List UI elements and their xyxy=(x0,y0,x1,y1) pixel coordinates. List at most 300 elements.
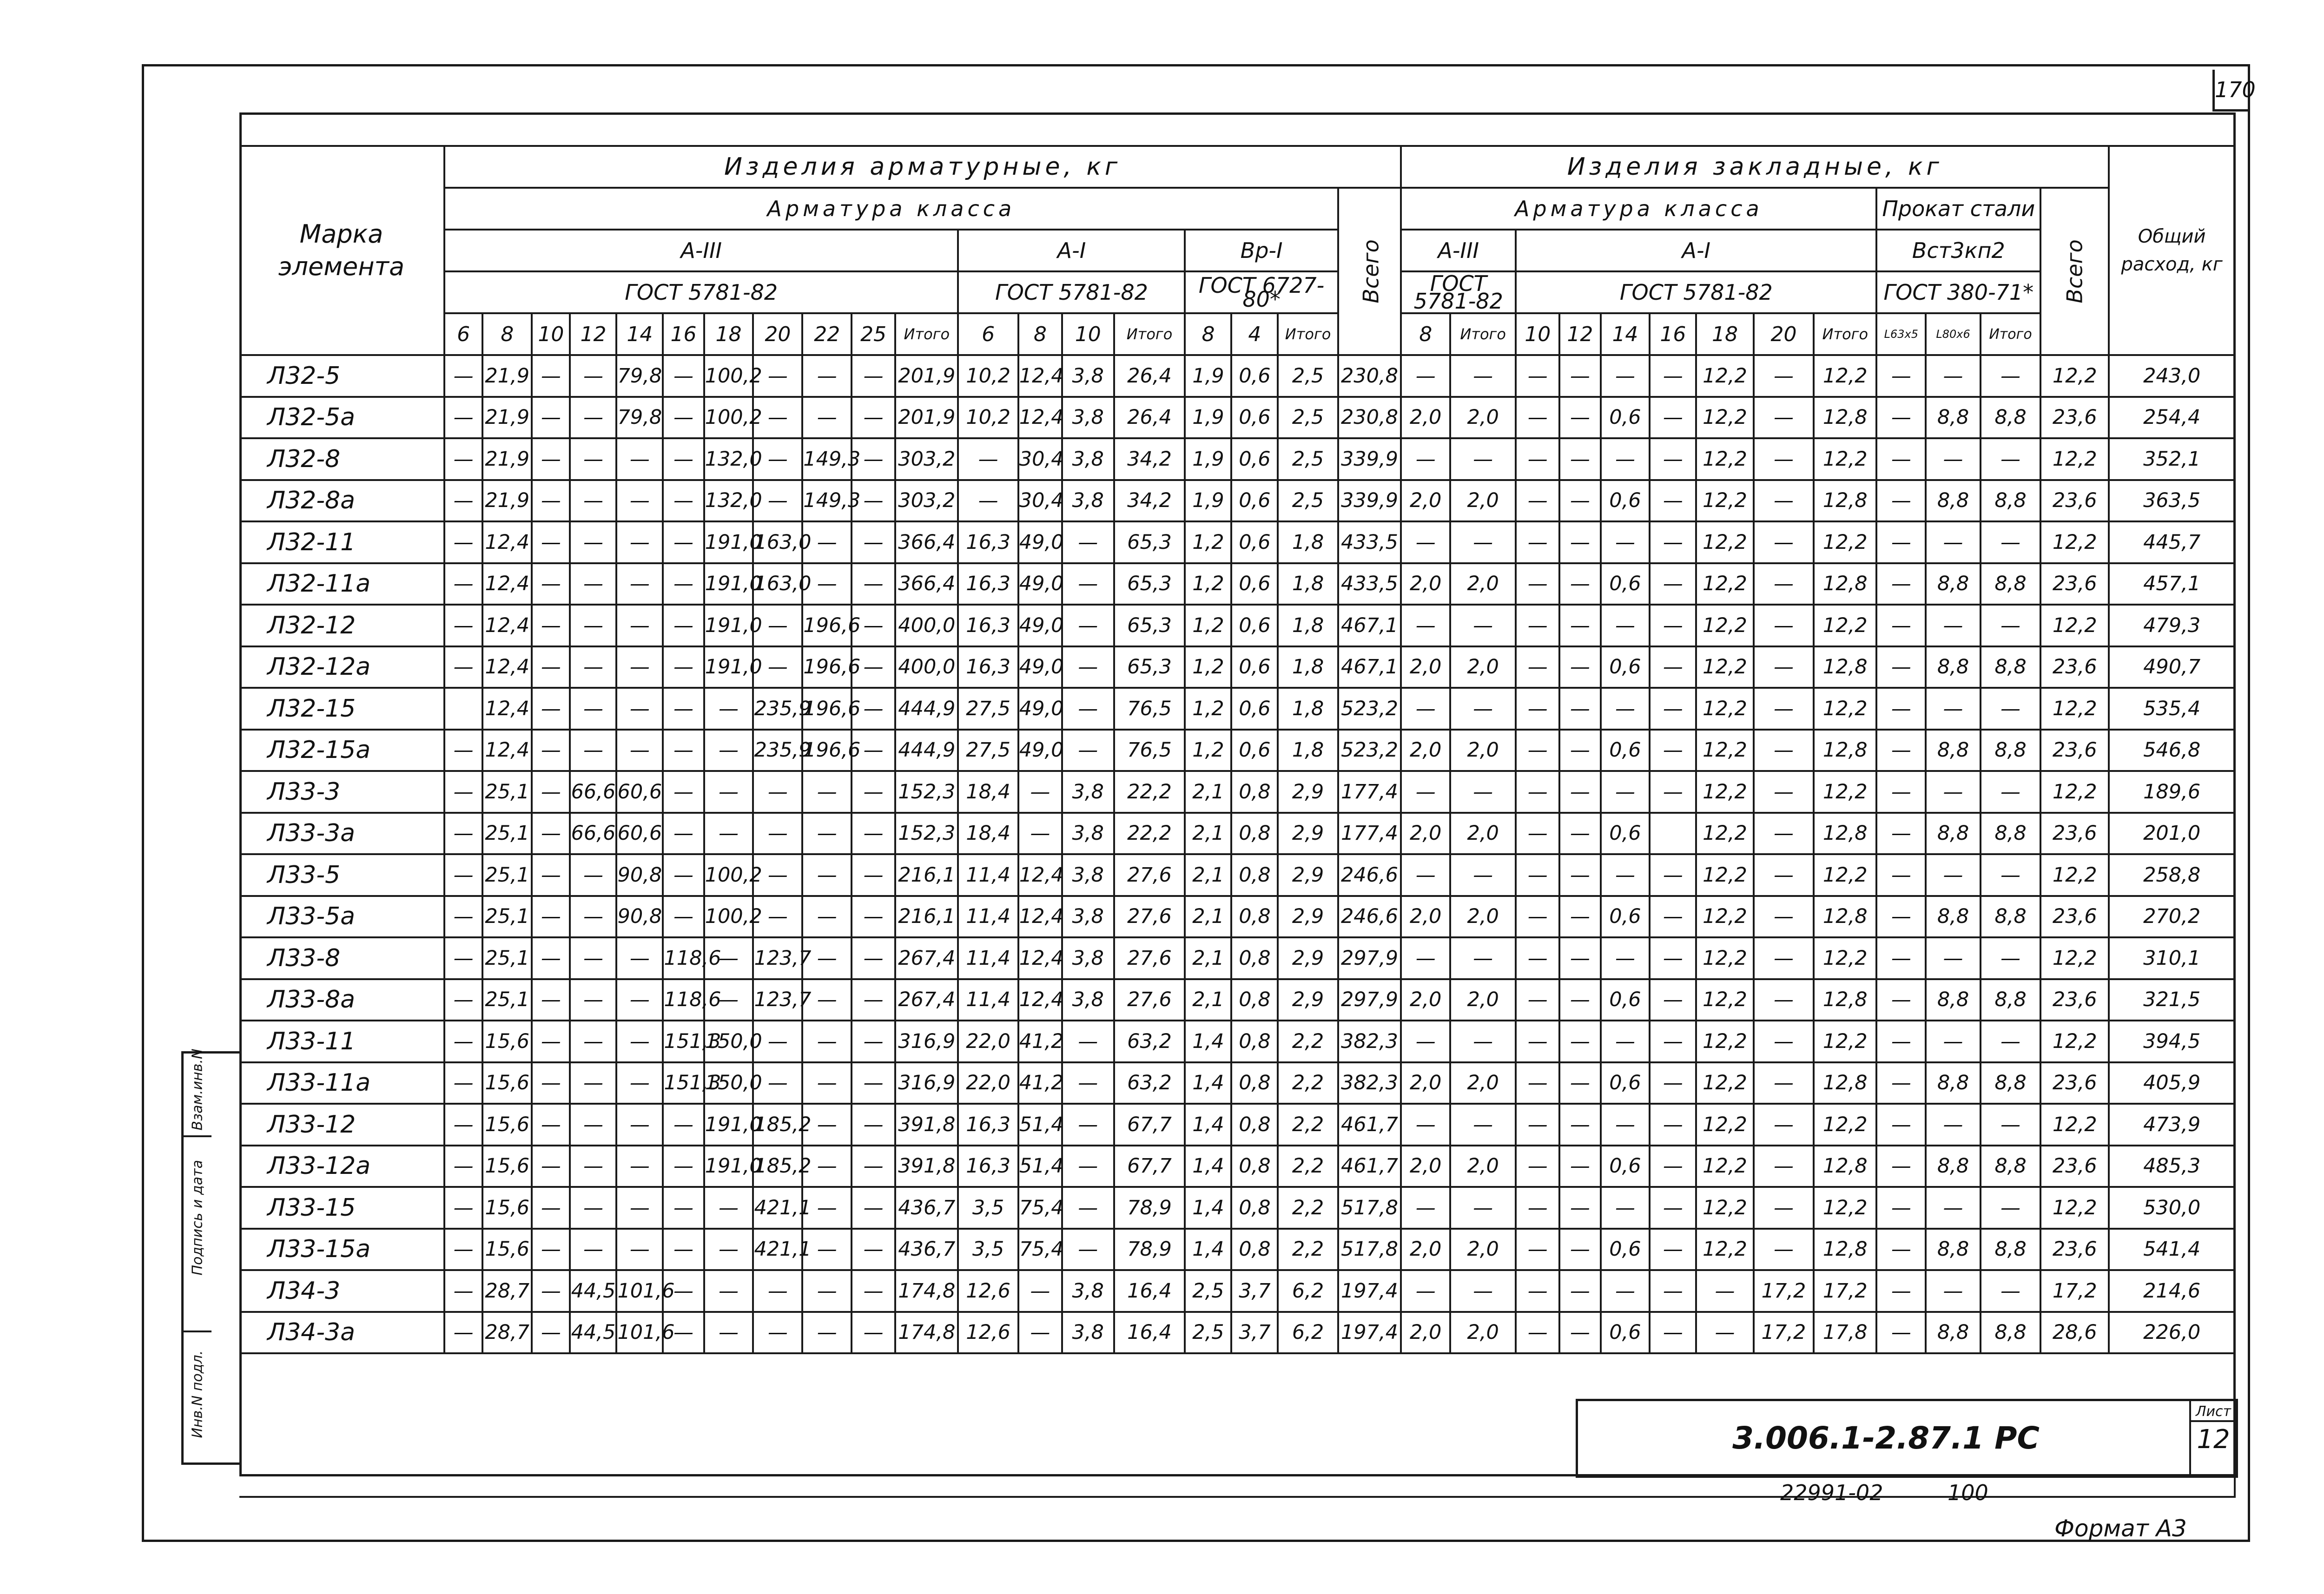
table-cell: 11,4 xyxy=(958,854,1018,896)
table-cell: — xyxy=(704,1187,753,1229)
table-cell: 21,9 xyxy=(482,397,532,439)
table-cell: — xyxy=(1754,355,1814,397)
table-cell: — xyxy=(1516,1270,1559,1312)
table-cell: 23,6 xyxy=(2040,730,2109,771)
table-cell: — xyxy=(570,854,616,896)
table-cell: 1,8 xyxy=(1278,521,1338,563)
table-cell: 67,7 xyxy=(1114,1146,1185,1187)
table-cell: 8,8 xyxy=(1981,896,2040,938)
table-cell: 12,2 xyxy=(2040,771,2109,813)
table-cell: 12,2 xyxy=(1696,1146,1753,1187)
table-cell: 2,1 xyxy=(1185,813,1231,855)
table-cell: 23,6 xyxy=(2040,646,2109,688)
table-cell: 0,6 xyxy=(1231,355,1278,397)
table-cell: — xyxy=(1981,355,2040,397)
table-cell: 1,8 xyxy=(1278,688,1338,730)
table-cell: — xyxy=(1559,1021,1600,1062)
table-cell: 230,8 xyxy=(1338,397,1401,439)
table-cell: — xyxy=(852,397,895,439)
table-cell: — xyxy=(802,397,852,439)
element-mark: Л33-11 xyxy=(239,1021,444,1062)
table-cell: 0,6 xyxy=(1601,397,1650,439)
table-cell: — xyxy=(704,1229,753,1271)
table-cell: — xyxy=(852,854,895,896)
table-cell: 421,1 xyxy=(753,1229,802,1271)
table-cell: — xyxy=(616,1021,663,1062)
table-cell: 2,0 xyxy=(1401,813,1450,855)
table-cell: 8,8 xyxy=(1981,979,2040,1021)
table-cell: 394,5 xyxy=(2109,1021,2235,1062)
table-cell: 2,0 xyxy=(1450,813,1516,855)
table-cell: — xyxy=(663,688,704,730)
table-cell: 297,9 xyxy=(1338,979,1401,1021)
table-cell: — xyxy=(663,563,704,605)
table-cell: 12,2 xyxy=(1814,438,1876,480)
table-cell: — xyxy=(532,605,570,646)
table-cell: — xyxy=(444,771,482,813)
table-cell: 0,6 xyxy=(1231,605,1278,646)
table-cell: — xyxy=(1876,1270,1926,1312)
table-cell: — xyxy=(532,688,570,730)
table-cell: — xyxy=(1926,438,1981,480)
table-cell: 12,4 xyxy=(482,688,532,730)
table-cell: 3,8 xyxy=(1062,480,1114,522)
table-cell: 12,8 xyxy=(1814,563,1876,605)
table-cell: 0,8 xyxy=(1231,771,1278,813)
table-cell: 12,4 xyxy=(482,563,532,605)
table-cell: 12,2 xyxy=(1696,605,1753,646)
table-cell: — xyxy=(1450,1104,1516,1146)
table-cell: 2,1 xyxy=(1185,896,1231,938)
table-cell: — xyxy=(532,521,570,563)
table-cell: 201,9 xyxy=(895,397,958,439)
inventory-suffix: 100 xyxy=(1948,1480,1988,1505)
table-cell: 391,8 xyxy=(895,1146,958,1187)
table-cell: 118,6 xyxy=(663,979,704,1021)
table-cell: 12,2 xyxy=(2040,605,2109,646)
table-cell: — xyxy=(1401,355,1450,397)
table-cell: — xyxy=(663,1270,704,1312)
table-cell: — xyxy=(663,1187,704,1229)
table-cell: 75,4 xyxy=(1018,1229,1062,1271)
consumption-table xyxy=(239,145,2236,1498)
table-cell: 235,9 xyxy=(753,730,802,771)
table-cell: 3,8 xyxy=(1062,813,1114,855)
table-cell: — xyxy=(1559,813,1600,855)
table-cell: 76,5 xyxy=(1114,688,1185,730)
table-cell: 177,4 xyxy=(1338,813,1401,855)
table-cell: — xyxy=(532,1270,570,1312)
table-cell: — xyxy=(852,771,895,813)
total-armature-header: Всего xyxy=(1338,188,1401,355)
table-cell: — xyxy=(753,397,802,439)
table-cell: — xyxy=(663,1146,704,1187)
table-cell: — xyxy=(570,1104,616,1146)
table-cell: 2,0 xyxy=(1401,1062,1450,1104)
table-cell: — xyxy=(570,438,616,480)
table-cell: — xyxy=(1754,646,1814,688)
table-cell: 421,1 xyxy=(753,1187,802,1229)
embedded-class-header: Арматура класса xyxy=(1401,188,1876,230)
col-header: 10 xyxy=(532,313,570,355)
element-mark: Л32-15а xyxy=(239,730,444,771)
table-cell: — xyxy=(532,771,570,813)
table-cell: 49,0 xyxy=(1018,563,1062,605)
table-cell: — xyxy=(802,1270,852,1312)
table-cell: 12,2 xyxy=(2040,355,2109,397)
table-row xyxy=(239,1187,2235,1229)
element-mark: Л33-3а xyxy=(239,813,444,855)
table-cell: — xyxy=(1401,1270,1450,1312)
table-cell: — xyxy=(1559,979,1600,1021)
table-cell: 2,0 xyxy=(1401,730,1450,771)
table-cell: 216,1 xyxy=(895,854,958,896)
table-row xyxy=(239,605,2235,646)
table-cell: — xyxy=(704,979,753,1021)
table-cell: — xyxy=(753,1270,802,1312)
table-cell: 8,8 xyxy=(1981,563,2040,605)
table-cell: — xyxy=(663,730,704,771)
table-cell: — xyxy=(1450,1270,1516,1312)
table-cell: — xyxy=(663,1229,704,1271)
table-cell: 12,4 xyxy=(482,521,532,563)
table-cell: 16,3 xyxy=(958,521,1018,563)
table-cell: 67,7 xyxy=(1114,1104,1185,1146)
element-mark: Л34-3 xyxy=(239,1270,444,1312)
table-cell: 12,2 xyxy=(1696,1187,1753,1229)
class-a3-header: А-III xyxy=(444,230,958,271)
table-cell: 0,6 xyxy=(1231,730,1278,771)
table-cell: — xyxy=(1516,1062,1559,1104)
table-cell: 12,2 xyxy=(1696,646,1753,688)
table-cell: — xyxy=(1062,1229,1114,1271)
table-cell: — xyxy=(616,563,663,605)
table-cell: — xyxy=(1650,521,1696,563)
table-cell: 6,2 xyxy=(1278,1312,1338,1354)
table-cell: 2,0 xyxy=(1401,1229,1450,1271)
table-cell: 11,4 xyxy=(958,937,1018,979)
emb-class-a1-header: А-I xyxy=(1516,230,1876,271)
table-cell: — xyxy=(1516,1229,1559,1271)
table-cell: — xyxy=(1062,1146,1114,1187)
table-cell: 0,6 xyxy=(1601,1062,1650,1104)
table-cell: 0,8 xyxy=(1231,1187,1278,1229)
table-cell: 1,2 xyxy=(1185,605,1231,646)
col-header: 14 xyxy=(1601,313,1650,355)
table-cell: 3,7 xyxy=(1231,1270,1278,1312)
table-cell: — xyxy=(1450,1187,1516,1229)
table-cell: — xyxy=(704,937,753,979)
table-cell: — xyxy=(1650,730,1696,771)
table-cell: 12,2 xyxy=(2040,521,2109,563)
table-cell: — xyxy=(1601,521,1650,563)
table-cell: 0,6 xyxy=(1601,563,1650,605)
table-cell: — xyxy=(570,355,616,397)
table-cell: — xyxy=(1926,771,1981,813)
table-cell: 191,0 xyxy=(704,1104,753,1146)
table-cell: — xyxy=(802,937,852,979)
element-mark: Л32-12 xyxy=(239,605,444,646)
table-cell: 197,4 xyxy=(1338,1270,1401,1312)
table-cell: — xyxy=(1650,771,1696,813)
table-cell: — xyxy=(704,1312,753,1354)
table-cell: 2,5 xyxy=(1278,355,1338,397)
table-cell: — xyxy=(1516,1187,1559,1229)
col-header: Итого xyxy=(1814,313,1876,355)
table-row xyxy=(239,1062,2235,1104)
table-cell: 27,6 xyxy=(1114,979,1185,1021)
col-header: Итого xyxy=(1450,313,1516,355)
table-cell: — xyxy=(753,438,802,480)
table-cell: 2,0 xyxy=(1450,563,1516,605)
table-cell: 25,1 xyxy=(482,896,532,938)
table-cell: 15,6 xyxy=(482,1062,532,1104)
table-cell: 26,4 xyxy=(1114,355,1185,397)
table-cell: 25,1 xyxy=(482,771,532,813)
table-cell: — xyxy=(1062,730,1114,771)
table-cell: — xyxy=(1516,605,1559,646)
table-cell: 457,1 xyxy=(2109,563,2235,605)
table-cell: 12,2 xyxy=(1814,688,1876,730)
element-mark: Л32-12а xyxy=(239,646,444,688)
table-row xyxy=(239,1104,2235,1146)
table-cell: — xyxy=(1650,979,1696,1021)
table-cell: — xyxy=(704,813,753,855)
table-cell: 27,6 xyxy=(1114,896,1185,938)
table-row xyxy=(239,854,2235,896)
table-cell: — xyxy=(704,771,753,813)
table-cell: 12,2 xyxy=(2040,937,2109,979)
table-cell: — xyxy=(1601,1104,1650,1146)
table-cell: — xyxy=(1754,813,1814,855)
table-cell: — xyxy=(663,438,704,480)
table-cell: — xyxy=(532,1229,570,1271)
table-cell: 473,9 xyxy=(2109,1104,2235,1146)
table-cell: 12,6 xyxy=(958,1270,1018,1312)
table-cell: — xyxy=(1559,563,1600,605)
table-cell: 30,4 xyxy=(1018,480,1062,522)
table-cell: 2,5 xyxy=(1278,397,1338,439)
table-cell: — xyxy=(1401,438,1450,480)
table-cell xyxy=(444,688,482,730)
table-cell: — xyxy=(1559,605,1600,646)
table-cell: 2,5 xyxy=(1185,1312,1231,1354)
table-cell: — xyxy=(1876,1104,1926,1146)
table-cell: 8,8 xyxy=(1926,1062,1981,1104)
table-cell: — xyxy=(753,1021,802,1062)
table-cell: 546,8 xyxy=(2109,730,2235,771)
table-cell: — xyxy=(616,438,663,480)
table-cell: 150,0 xyxy=(704,1062,753,1104)
table-cell: — xyxy=(1876,563,1926,605)
table-cell: — xyxy=(1754,397,1814,439)
table-cell: — xyxy=(1754,1062,1814,1104)
table-cell: 22,0 xyxy=(958,1021,1018,1062)
table-row xyxy=(239,355,2235,397)
col-header: 16 xyxy=(1650,313,1696,355)
table-cell: — xyxy=(1696,1312,1753,1354)
table-cell: 339,9 xyxy=(1338,438,1401,480)
table-cell: — xyxy=(532,730,570,771)
table-cell: — xyxy=(1650,646,1696,688)
table-cell: 0,8 xyxy=(1231,1021,1278,1062)
table-cell: 150,0 xyxy=(704,1021,753,1062)
table-cell: 12,2 xyxy=(1696,1062,1753,1104)
table-cell: — xyxy=(802,1062,852,1104)
table-row xyxy=(239,1312,2235,1354)
armature-class-header: Арматура класса xyxy=(444,188,1338,230)
table-cell: 90,8 xyxy=(616,896,663,938)
group-armature-header: Изделия арматурные, кг xyxy=(444,146,1401,188)
table-cell: — xyxy=(570,605,616,646)
table-cell: — xyxy=(1650,1270,1696,1312)
col-header: 6 xyxy=(958,313,1018,355)
table-cell: 382,3 xyxy=(1338,1021,1401,1062)
table-cell: — xyxy=(1450,355,1516,397)
table-cell: — xyxy=(1926,1187,1981,1229)
table-cell: 100,2 xyxy=(704,397,753,439)
table-cell: 152,3 xyxy=(895,813,958,855)
table-cell: 18,4 xyxy=(958,813,1018,855)
table-cell: 28,7 xyxy=(482,1312,532,1354)
table-cell: — xyxy=(958,480,1018,522)
table-cell: 391,8 xyxy=(895,1104,958,1146)
table-cell: — xyxy=(753,813,802,855)
table-cell: 12,2 xyxy=(1696,480,1753,522)
table-cell: 10,2 xyxy=(958,397,1018,439)
col-header: 10 xyxy=(1062,313,1114,355)
table-cell: — xyxy=(1876,605,1926,646)
table-cell: 1,2 xyxy=(1185,521,1231,563)
table-cell: — xyxy=(532,646,570,688)
table-cell: — xyxy=(616,1146,663,1187)
col-header: 20 xyxy=(753,313,802,355)
table-cell: 8,8 xyxy=(1926,1312,1981,1354)
table-cell: — xyxy=(1559,854,1600,896)
table-cell: 1,2 xyxy=(1185,563,1231,605)
table-cell: 3,5 xyxy=(958,1187,1018,1229)
table-cell: 49,0 xyxy=(1018,605,1062,646)
table-cell: — xyxy=(1559,397,1600,439)
table-cell: — xyxy=(852,1270,895,1312)
table-cell: 90,8 xyxy=(616,854,663,896)
table-cell: 12,2 xyxy=(1696,854,1753,896)
table-cell: — xyxy=(1754,480,1814,522)
table-cell: — xyxy=(616,605,663,646)
table-cell: — xyxy=(1754,438,1814,480)
table-cell: 2,0 xyxy=(1401,397,1450,439)
table-cell: — xyxy=(1876,730,1926,771)
table-cell: — xyxy=(1450,521,1516,563)
podpis-label: Подпись и дата xyxy=(189,1160,206,1276)
element-mark: Л33-12 xyxy=(239,1104,444,1146)
table-cell: — xyxy=(1516,646,1559,688)
col-header: 12 xyxy=(570,313,616,355)
table-cell: 8,8 xyxy=(1981,730,2040,771)
table-cell: 1,4 xyxy=(1185,1021,1231,1062)
table-cell: — xyxy=(1018,1312,1062,1354)
table-cell: 196,6 xyxy=(802,605,852,646)
table-cell: 51,4 xyxy=(1018,1146,1062,1187)
element-mark: Л33-5 xyxy=(239,854,444,896)
table-cell: — xyxy=(1450,688,1516,730)
table-cell: — xyxy=(444,1021,482,1062)
table-cell: 151,3 xyxy=(663,1062,704,1104)
table-cell: — xyxy=(444,1187,482,1229)
table-cell: 2,5 xyxy=(1278,438,1338,480)
class-bst-header: Вст3кп2 xyxy=(1876,230,2040,271)
table-cell: — xyxy=(1650,1312,1696,1354)
table-cell: — xyxy=(444,563,482,605)
table-cell: — xyxy=(1516,355,1559,397)
table-row xyxy=(239,979,2235,1021)
table-cell: 12,2 xyxy=(1696,563,1753,605)
table-cell: — xyxy=(958,438,1018,480)
table-cell: 8,8 xyxy=(1981,813,2040,855)
table-cell: 8,8 xyxy=(1926,480,1981,522)
element-mark: Л33-3 xyxy=(239,771,444,813)
table-cell: — xyxy=(1876,397,1926,439)
table-cell: — xyxy=(1401,1187,1450,1229)
table-cell: — xyxy=(1754,688,1814,730)
table-cell: — xyxy=(570,1229,616,1271)
table-cell: 0,6 xyxy=(1231,688,1278,730)
table-cell: 0,6 xyxy=(1601,730,1650,771)
table-cell: — xyxy=(1062,563,1114,605)
table-cell: — xyxy=(852,605,895,646)
table-cell: — xyxy=(444,1062,482,1104)
table-cell: 316,9 xyxy=(895,1062,958,1104)
table-cell: 2,0 xyxy=(1450,480,1516,522)
table-cell: — xyxy=(663,646,704,688)
table-cell: — xyxy=(1516,1312,1559,1354)
table-cell: — xyxy=(852,1187,895,1229)
table-cell: 12,2 xyxy=(1696,1021,1753,1062)
table-cell: — xyxy=(1559,1229,1600,1271)
table-cell: 30,4 xyxy=(1018,438,1062,480)
col-header: Итого xyxy=(1278,313,1338,355)
table-cell: — xyxy=(1516,937,1559,979)
table-cell: — xyxy=(1401,521,1450,563)
table-cell: 17,2 xyxy=(1814,1270,1876,1312)
table-cell: — xyxy=(1559,1104,1600,1146)
table-cell: 1,4 xyxy=(1185,1146,1231,1187)
table-cell: — xyxy=(1601,688,1650,730)
table-cell: 15,6 xyxy=(482,1146,532,1187)
table-cell: — xyxy=(1601,1187,1650,1229)
table-cell: 258,8 xyxy=(2109,854,2235,896)
table-cell: — xyxy=(1926,1021,1981,1062)
table-cell: 12,4 xyxy=(1018,355,1062,397)
table-cell: 191,0 xyxy=(704,1146,753,1187)
table-cell: 0,6 xyxy=(1231,438,1278,480)
table-cell: 12,8 xyxy=(1814,896,1876,938)
table-cell: — xyxy=(1754,521,1814,563)
table-cell: — xyxy=(852,563,895,605)
table-cell: — xyxy=(1876,854,1926,896)
table-cell: 12,2 xyxy=(1696,397,1753,439)
table-cell: — xyxy=(753,1312,802,1354)
table-cell: 1,9 xyxy=(1185,355,1231,397)
emb-class-a3-header: А-III xyxy=(1401,230,1516,271)
table-cell: 191,0 xyxy=(704,563,753,605)
table-cell: — xyxy=(570,688,616,730)
table-cell: 8,8 xyxy=(1981,480,2040,522)
table-cell: 339,9 xyxy=(1338,480,1401,522)
table-cell: 523,2 xyxy=(1338,730,1401,771)
table-cell: 12,4 xyxy=(1018,854,1062,896)
table-cell: — xyxy=(852,896,895,938)
